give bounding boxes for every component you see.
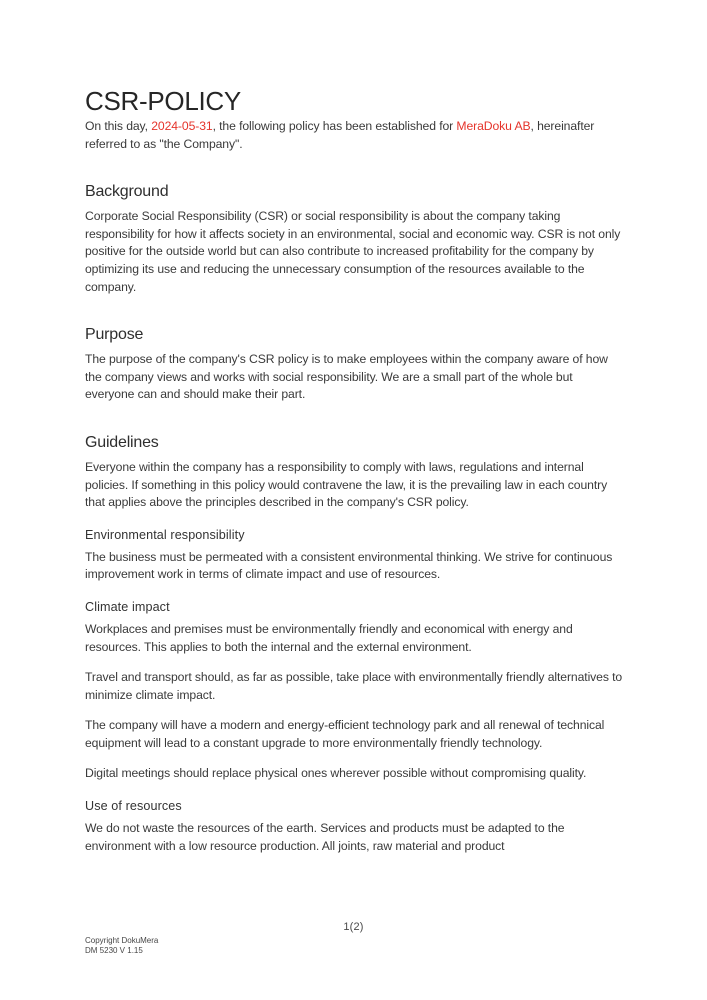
section-heading: Climate impact — [85, 599, 170, 614]
company-name: MeraDoku AB — [456, 119, 531, 133]
copyright-line: Copyright DokuMera — [85, 936, 159, 945]
paragraph: The purpose of the company's CSR policy is to make employees within the company aware of how the company views and works with social responsibility. We are a small part of the whole but everyone can and should make their part. — [85, 352, 608, 402]
paragraph: We do not waste the resources of the earth. Services and products must be adapted to the environment with a low resource production. All joints, raw material and product — [85, 821, 565, 853]
intro-text-2: , the following policy has been established for — [212, 119, 457, 133]
paragraph: Digital meetings should replace physical ones wherever possible without compromising quality. — [85, 766, 587, 781]
intro-text-3: , hereinafter referred to as "the Company". — [85, 119, 595, 151]
paragraph: The business must be permeated with a consistent environmental thinking. We strive for continuous improvement work in terms of climate impact and use of resources. — [85, 549, 613, 582]
section-heading: Use of resources — [85, 799, 182, 814]
document-sections — [85, 181, 623, 855]
paragraph: The company will have a modern and energy-efficient technology park and all renewal of technical equipment will lead to a constant upgrade to more environmentally friendly technology. — [85, 718, 605, 750]
page-content — [85, 0, 623, 868]
paragraph: Travel and transport should, as far as possible, take place with environmentally friendly alternatives to minimize climate impact. — [85, 670, 623, 702]
section-heading: Purpose — [85, 326, 144, 344]
section-heading: Background — [85, 183, 169, 201]
intro-text-1: On this day, — [85, 119, 152, 133]
section-heading: Guidelines — [85, 433, 159, 451]
policy-date: 2024-05-31 — [151, 119, 213, 133]
paragraph: Workplaces and premises must be environmentally friendly and economical with energy and resources. This applies to both the internal and the external environment. — [85, 621, 573, 654]
page-number: 1(2) — [343, 921, 364, 933]
intro-paragraph — [85, 118, 623, 153]
section-heading: Environmental responsibility — [85, 527, 245, 542]
paragraph: Everyone within the company has a responsibility to comply with laws, regulations and internal policies. If something in this policy would contravene the law, it is the prevailing law in each country that applies above the principles described in the company's CSR policy. — [85, 459, 608, 510]
footer-copyright — [85, 936, 158, 956]
paragraph: Corporate Social Responsibility (CSR) or social responsibility is about the company taking responsibility for how it affects society in an environmental, social and economic way. CSR is not only positive for the outside world but can also contribute to increased profitability for the company by optimizing its use and reducing the unnecessary consumption of the resources available to the company. — [85, 209, 621, 294]
version-line: DM 5230 V 1.15 — [85, 946, 143, 955]
document-title: CSR-POLICY — [85, 86, 241, 116]
